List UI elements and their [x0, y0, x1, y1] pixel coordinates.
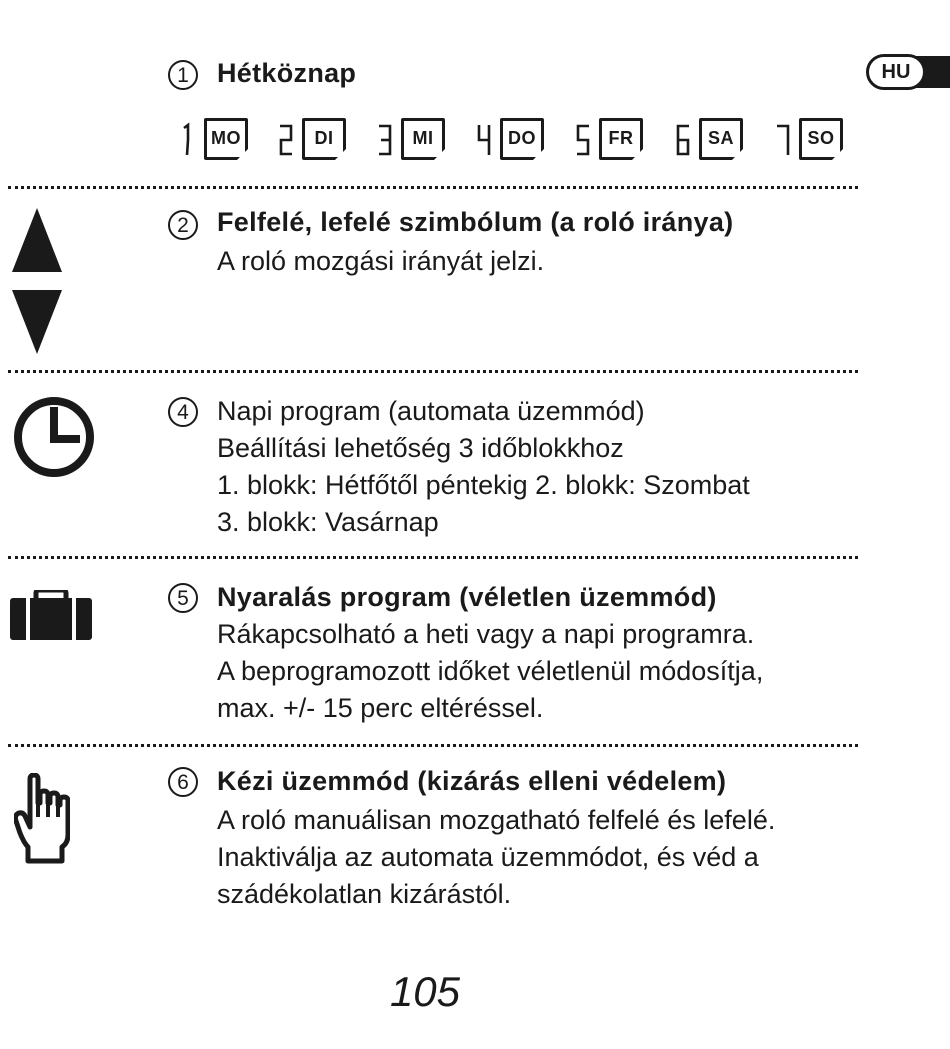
weekdays-title: Hétköznap [217, 58, 357, 88]
manual-title: Kézi üzemmód (kizárás elleni védelem) [217, 766, 727, 796]
digit-3-icon [377, 122, 393, 158]
divider [8, 556, 858, 559]
divider [8, 744, 858, 747]
daily-line: Napi program (automata üzemmód) [217, 396, 645, 426]
digit-5-icon [575, 122, 591, 158]
manual-line: szádékolatlan kizárástól. [217, 879, 512, 909]
section-number-4: 4 [168, 397, 198, 427]
daily-line: 3. blokk: Vasárnap [217, 507, 439, 537]
digit-1-icon [180, 122, 196, 158]
clock-icon [12, 395, 96, 479]
day-label: SA [699, 118, 743, 160]
day-indicator [377, 118, 434, 162]
holiday-line: A beprogramozott időket véletlenül módosítja, [217, 656, 764, 686]
holiday-title: Nyaralás program (véletlen üzemmód) [217, 582, 717, 612]
direction-title: Felfelé, lefelé szimbólum (a roló iránya) [217, 207, 734, 237]
section-number-5: 5 [168, 583, 198, 613]
day-label: FR [599, 118, 643, 160]
day-indicator [675, 118, 734, 162]
holiday-line: Rákapcsolható a heti vagy a napi programra. [217, 619, 755, 649]
day-label: DO [500, 118, 544, 160]
up-down-arrow-icon [10, 208, 64, 354]
manual-line: A roló manuálisan mozgatható felfelé és lefelé. [217, 805, 776, 835]
day-indicator [180, 118, 241, 162]
daily-line: Beállítási lehetőség 3 időblokkhoz [217, 433, 624, 463]
page-number: 105 [389, 968, 461, 1015]
section-number-1: 1 [168, 60, 198, 90]
day-label: MO [204, 118, 248, 160]
day-indicator [775, 118, 835, 162]
divider [8, 186, 858, 189]
section-number-2: 2 [168, 210, 198, 240]
language-label: HU [866, 54, 926, 90]
day-indicator [278, 118, 334, 162]
section-number-6: 6 [168, 767, 198, 797]
hand-icon [14, 773, 70, 865]
daily-line: 1. blokk: Hétfőtől péntekig 2. blokk: Szombat [217, 470, 750, 500]
day-label: SO [799, 118, 843, 160]
direction-text: A roló mozgási irányát jelzi. [217, 246, 545, 276]
manual-line: Inaktiválja az automata üzemmódot, és véd a [217, 842, 759, 872]
digit-7-icon [775, 122, 791, 158]
digit-4-icon [476, 122, 492, 158]
day-indicator [476, 118, 536, 162]
day-indicator [575, 118, 634, 162]
holiday-line: max. +/- 15 perc eltéréssel. [217, 693, 544, 723]
day-label: MI [401, 118, 445, 160]
digit-2-icon [278, 122, 294, 158]
language-tab [866, 54, 950, 90]
day-label: DI [302, 118, 346, 160]
suitcase-icon [10, 590, 92, 640]
digit-6-icon [675, 122, 691, 158]
divider [8, 370, 858, 373]
